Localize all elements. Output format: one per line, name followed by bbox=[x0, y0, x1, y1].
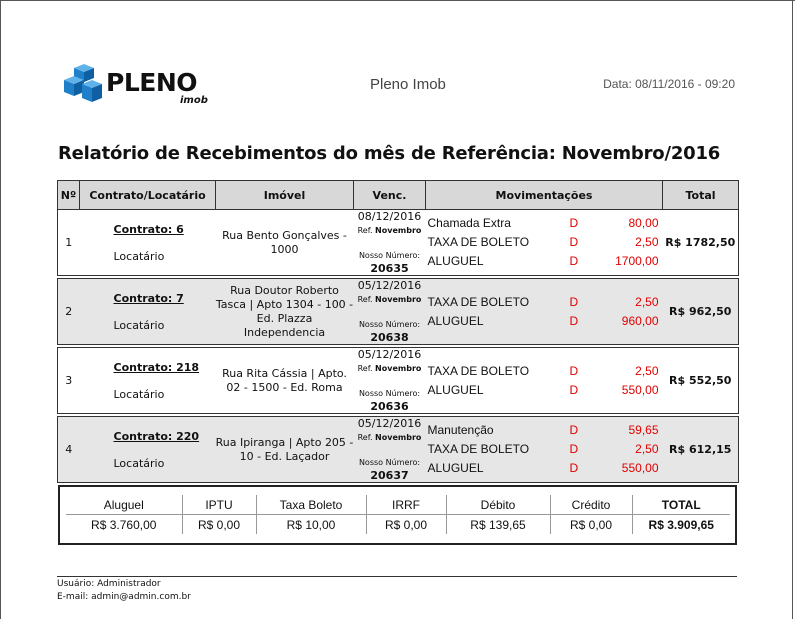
summary-box bbox=[58, 485, 737, 545]
table-row bbox=[58, 210, 739, 276]
movements-cell bbox=[426, 348, 663, 414]
movement-dc: D bbox=[569, 442, 579, 456]
movement-line bbox=[426, 362, 663, 381]
ref-line bbox=[358, 364, 422, 373]
movement-line bbox=[426, 459, 663, 478]
movement-line bbox=[426, 293, 663, 312]
row-number: 1 bbox=[58, 210, 80, 276]
movement-value: 550,00 bbox=[621, 382, 659, 397]
row-total: R$ 552,50 bbox=[663, 348, 739, 414]
movement-line bbox=[426, 421, 663, 440]
contract-number: Contrato: 7 bbox=[113, 291, 184, 305]
property-cell: Rua Doutor Roberto Tasca | Apto 1304 - 100 - Ed. Plazza Independencia bbox=[216, 279, 354, 345]
movements-cell bbox=[426, 279, 663, 345]
tenant-label: Locatário bbox=[113, 456, 165, 470]
ref-label: Ref. bbox=[357, 295, 373, 304]
header-venc: Venc. bbox=[354, 181, 426, 210]
summary-values-row bbox=[66, 515, 730, 535]
movement-description: TAXA DE BOLETO bbox=[427, 235, 530, 249]
property-cell: Rua Rita Cássia | Apto. 02 - 1500 - Ed. Roma bbox=[216, 348, 354, 414]
nosso-numero-value: 20635 bbox=[370, 262, 409, 275]
contract-cell bbox=[80, 279, 216, 345]
nosso-numero-label: Nosso Número: bbox=[358, 251, 421, 260]
contract-cell bbox=[80, 417, 216, 483]
row-total: R$ 962,50 bbox=[663, 279, 739, 345]
row-number: 4 bbox=[58, 417, 80, 483]
nosso-numero-label: Nosso Número: bbox=[358, 389, 421, 398]
ref-label: Ref. bbox=[357, 364, 373, 373]
table-row bbox=[58, 279, 739, 345]
summary-label-taxa-boleto: Taxa Boleto bbox=[256, 495, 366, 515]
ref-month: Novembro bbox=[375, 433, 422, 442]
tenant-label: Locatário bbox=[113, 387, 165, 401]
movement-dc: D bbox=[569, 254, 579, 268]
row-total: R$ 612,15 bbox=[663, 417, 739, 483]
logo-cubes-icon bbox=[62, 64, 106, 108]
ref-line bbox=[358, 226, 422, 235]
logo-wordmark: PLENO bbox=[106, 68, 198, 97]
due-date: 05/12/2016 bbox=[357, 417, 422, 430]
ref-month: Novembro bbox=[375, 364, 422, 373]
movement-line bbox=[426, 252, 663, 271]
due-cell bbox=[354, 417, 426, 483]
due-cell bbox=[354, 210, 426, 276]
ref-label: Ref. bbox=[357, 226, 373, 235]
ref-line bbox=[358, 433, 422, 442]
movement-value: 1700,00 bbox=[615, 254, 659, 268]
summary-value-aluguel: R$ 3.760,00 bbox=[91, 517, 157, 532]
ref-label: Ref. bbox=[357, 433, 373, 442]
movement-line bbox=[426, 312, 663, 331]
header-total: Total bbox=[663, 181, 739, 210]
movement-dc: D bbox=[569, 235, 579, 249]
tenant-label: Locatário bbox=[113, 318, 165, 332]
movement-value: 2,50 bbox=[635, 442, 659, 456]
movement-value: 960,00 bbox=[621, 313, 659, 328]
header-movimentacoes: Movimentações bbox=[426, 181, 663, 210]
summary-value-iptu: R$ 0,00 bbox=[182, 515, 256, 535]
summary-label-total: TOTAL bbox=[632, 495, 730, 515]
footer-divider bbox=[57, 576, 737, 577]
summary-label-debito: Débito bbox=[446, 495, 550, 515]
summary-label-irrf: IRRF bbox=[366, 495, 446, 515]
movement-value: 550,00 bbox=[621, 461, 659, 475]
movement-description: ALUGUEL bbox=[427, 254, 484, 268]
header-num: Nº bbox=[58, 181, 80, 210]
footer bbox=[57, 578, 191, 604]
movement-dc: D bbox=[569, 313, 579, 328]
nosso-numero-value: 20636 bbox=[370, 400, 409, 413]
movement-value: 80,00 bbox=[628, 216, 659, 230]
summary-label-iptu: IPTU bbox=[182, 495, 256, 515]
summary-value-total: R$ 3.909,65 bbox=[632, 515, 730, 535]
ref-month: Novembro bbox=[375, 295, 422, 304]
nosso-numero-label: Nosso Número: bbox=[358, 458, 421, 467]
table-body bbox=[58, 210, 739, 483]
ref-line bbox=[358, 295, 422, 304]
property-cell: Rua Ipiranga | Apto 205 - 10 - Ed. Laçador bbox=[216, 417, 354, 483]
summary-value-credito: R$ 0,00 bbox=[550, 515, 632, 535]
movement-description: TAXA DE BOLETO bbox=[427, 363, 530, 378]
summary-table bbox=[66, 495, 730, 534]
movement-dc: D bbox=[569, 294, 579, 309]
movement-description: ALUGUEL bbox=[427, 313, 484, 328]
due-cell bbox=[354, 279, 426, 345]
summary-value-debito: R$ 139,65 bbox=[446, 515, 550, 535]
contract-number: Contrato: 220 bbox=[113, 429, 200, 443]
movement-line bbox=[426, 233, 663, 252]
movements-cell bbox=[426, 210, 663, 276]
contract-cell bbox=[80, 210, 216, 276]
table-row bbox=[58, 348, 739, 414]
report-date: Data: 08/11/2016 - 09:20 bbox=[603, 77, 735, 91]
table-header-row bbox=[58, 181, 739, 210]
tenant-label: Locatário bbox=[113, 249, 165, 263]
summary-value-taxa-boleto: R$ 10,00 bbox=[256, 515, 366, 535]
row-number: 3 bbox=[58, 348, 80, 414]
nosso-numero-value: 20638 bbox=[370, 331, 409, 344]
movement-description: TAXA DE BOLETO bbox=[427, 294, 530, 309]
summary-labels-row bbox=[66, 495, 730, 515]
movement-line bbox=[426, 381, 663, 400]
header-contrato: Contrato/Locatário bbox=[80, 181, 216, 210]
nosso-numero-value: 20637 bbox=[370, 469, 409, 482]
due-date: 08/12/2016 bbox=[357, 210, 422, 223]
ref-month: Novembro bbox=[375, 226, 422, 235]
movement-value: 59,65 bbox=[628, 423, 659, 437]
company-logo bbox=[62, 64, 212, 108]
movement-description: ALUGUEL bbox=[427, 461, 484, 475]
movements-cell bbox=[426, 417, 663, 483]
contract-cell bbox=[80, 348, 216, 414]
movement-description: Chamada Extra bbox=[427, 216, 511, 230]
movement-dc: D bbox=[569, 363, 579, 378]
logo-subtitle: imob bbox=[180, 95, 208, 106]
property-cell: Rua Bento Gonçalves - 1000 bbox=[216, 210, 354, 276]
contract-number: Contrato: 6 bbox=[113, 222, 184, 236]
nosso-numero-label: Nosso Número: bbox=[358, 320, 421, 329]
footer-email: E-mail: admin@admin.com.br bbox=[57, 592, 191, 602]
movement-description: TAXA DE BOLETO bbox=[427, 442, 530, 456]
contract-number: Contrato: 218 bbox=[113, 360, 200, 374]
summary-label-credito: Crédito bbox=[550, 495, 632, 515]
movement-value: 2,50 bbox=[635, 235, 659, 249]
movement-line bbox=[426, 440, 663, 459]
company-name: Pleno Imob bbox=[370, 76, 446, 93]
row-total: R$ 1782,50 bbox=[663, 210, 739, 276]
movement-value: 2,50 bbox=[635, 294, 659, 309]
movement-dc: D bbox=[569, 216, 579, 230]
receipts-table bbox=[57, 180, 739, 483]
movement-dc: D bbox=[569, 382, 579, 397]
movement-dc: D bbox=[569, 423, 579, 437]
row-number: 2 bbox=[58, 279, 80, 345]
movement-dc: D bbox=[569, 461, 579, 475]
header-imovel: Imóvel bbox=[216, 181, 354, 210]
movement-description: Manutenção bbox=[427, 423, 494, 437]
summary-value-irrf: R$ 0,00 bbox=[366, 515, 446, 535]
report-title: Relatório de Recebimentos do mês de Referência: Novembro/2016 bbox=[58, 143, 721, 164]
footer-user: Usuário: Administrador bbox=[57, 579, 161, 589]
summary-label-aluguel: Aluguel bbox=[66, 495, 182, 515]
table-row bbox=[58, 417, 739, 483]
movement-description: ALUGUEL bbox=[427, 382, 484, 397]
due-cell bbox=[354, 348, 426, 414]
movement-value: 2,50 bbox=[635, 363, 659, 378]
movement-line bbox=[426, 214, 663, 233]
due-date: 05/12/2016 bbox=[357, 279, 422, 292]
due-date: 05/12/2016 bbox=[357, 348, 422, 361]
